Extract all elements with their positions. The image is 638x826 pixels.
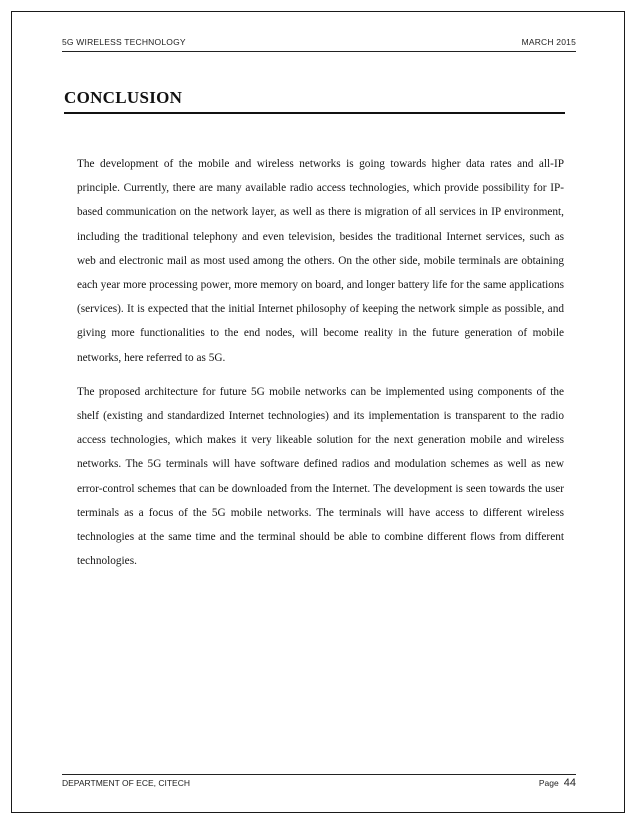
page-number: 44 [563, 777, 576, 789]
header-date: MARCH 2015 [521, 37, 576, 47]
footer-department: DEPARTMENT OF ECE, CITECH [62, 778, 190, 788]
header-document-title: 5G WIRELESS TECHNOLOGY [62, 37, 186, 47]
paragraph: The development of the mobile and wireless networks is going towards higher data rates and all-IP principle. Currently, there are many available radio access technologies, which provide possibility for IP-based communication on the network layer, as well as there is migration of all services in IP environment, including the traditional telephony and even television, besides the traditional Internet services, such as web and electronic mail as most used among the others. On the other side, mobile terminals are obtaining each year more processing power, more memory on board, and longer battery life for the same applications (services). It is expected that the initial Internet philosophy of keeping the network simple as possible, and giving more functionalities to the end nodes, will become reality in the future generation of mobile networks, here referred to as 5G. [77, 158, 564, 364]
page-number-block [539, 777, 576, 789]
paragraph: The proposed architecture for future 5G mobile networks can be implemented using components of the shelf (existing and standardized Internet technologies) and its implementation is transparent to the radio access technologies, which makes it very likeable solution for the next generation mobile and wireless networks. The 5G terminals will have software defined radios and modulation schemes as well as new error-control schemes that can be downloaded from the Internet. The development is seen towards the user terminals as a focus of the 5G mobile networks. The terminals will have access to different wireless technologies at the same time and the terminal should be able to combine different flows from different technologies. [77, 385, 564, 568]
header-divider [62, 51, 576, 52]
section-title: CONCLUSION [64, 88, 183, 107]
footer-divider [62, 774, 576, 775]
section-heading [64, 88, 565, 114]
body-text [77, 152, 564, 583]
page-header [62, 37, 576, 47]
page-footer [62, 777, 576, 789]
title-underline [64, 112, 565, 114]
page-label: Page [538, 778, 559, 788]
